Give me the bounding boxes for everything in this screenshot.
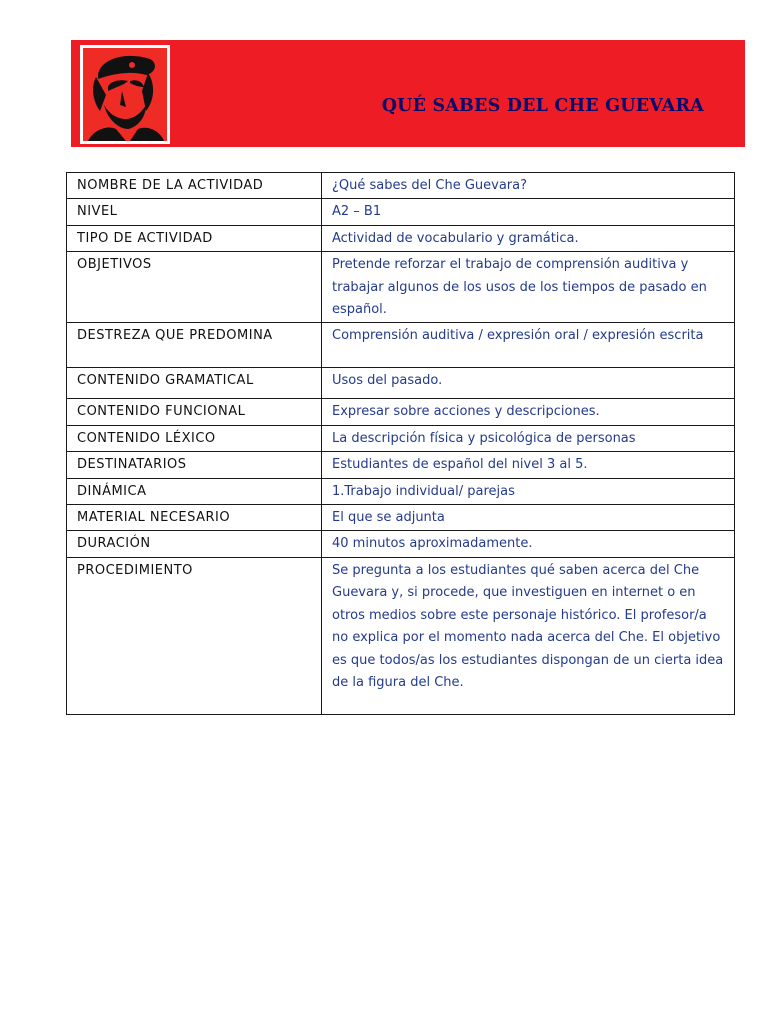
activity-table: [66, 172, 735, 715]
row-label: DESTINATARIOS: [67, 452, 322, 478]
row-label: CONTENIDO GRAMATICAL: [67, 368, 322, 399]
che-guevara-portrait-image: [80, 45, 170, 144]
row-value: ¿Qué sabes del Che Guevara?: [322, 173, 735, 199]
row-value: 40 minutos aproximadamente.: [322, 531, 735, 557]
row-value: 1.Trabajo individual/ parejas: [322, 478, 735, 504]
row-value: Actividad de vocabulario y gramática.: [322, 225, 735, 251]
row-value: Comprensión auditiva / expresión oral / expresión escrita: [322, 323, 735, 368]
row-value: Pretende reforzar el trabajo de comprensión auditiva y trabajar algunos de los usos de los tiempos de pasado en español.: [322, 252, 735, 323]
table-row: [67, 199, 735, 225]
table-row: [67, 323, 735, 368]
table-row: [67, 173, 735, 199]
table-row: [67, 505, 735, 531]
table-row: [67, 557, 735, 714]
row-label: DURACIÓN: [67, 531, 322, 557]
row-label: DINÁMICA: [67, 478, 322, 504]
row-value: La descripción física y psicológica de personas: [322, 425, 735, 451]
row-label: NIVEL: [67, 199, 322, 225]
row-value: A2 – B1: [322, 199, 735, 225]
row-value: Expresar sobre acciones y descripciones.: [322, 399, 735, 425]
table-row: [67, 225, 735, 251]
row-label: TIPO DE ACTIVIDAD: [67, 225, 322, 251]
table-row: [67, 425, 735, 451]
row-label: CONTENIDO FUNCIONAL: [67, 399, 322, 425]
table-row: [67, 252, 735, 323]
row-value: Estudiantes de español del nivel 3 al 5.: [322, 452, 735, 478]
table-row: [67, 399, 735, 425]
table-row: [67, 531, 735, 557]
row-value: Usos del pasado.: [322, 368, 735, 399]
row-label: DESTREZA QUE PREDOMINA: [67, 323, 322, 368]
row-value: Se pregunta a los estudiantes qué saben acerca del Che Guevara y, si procede, que investiguen en internet o en otros medios sobre este personaje histórico. El profesor/a no explica por el momento nada acerca del Che. El objetivo es que todos/as los estudiantes dispongan de un cierta idea de la figura del Che.: [322, 557, 735, 714]
page-title: QUÉ SABES DEL CHE GUEVARA: [381, 96, 704, 116]
table-row: [67, 478, 735, 504]
row-label: OBJETIVOS: [67, 252, 322, 323]
row-label: CONTENIDO LÉXICO: [67, 425, 322, 451]
row-value: El que se adjunta: [322, 505, 735, 531]
row-label: PROCEDIMIENTO: [67, 557, 322, 714]
portrait-graphic: [80, 45, 170, 144]
header-banner: [71, 40, 745, 147]
table-row: [67, 452, 735, 478]
row-label: MATERIAL NECESARIO: [67, 505, 322, 531]
row-label: NOMBRE DE LA ACTIVIDAD: [67, 173, 322, 199]
table-row: [67, 368, 735, 399]
